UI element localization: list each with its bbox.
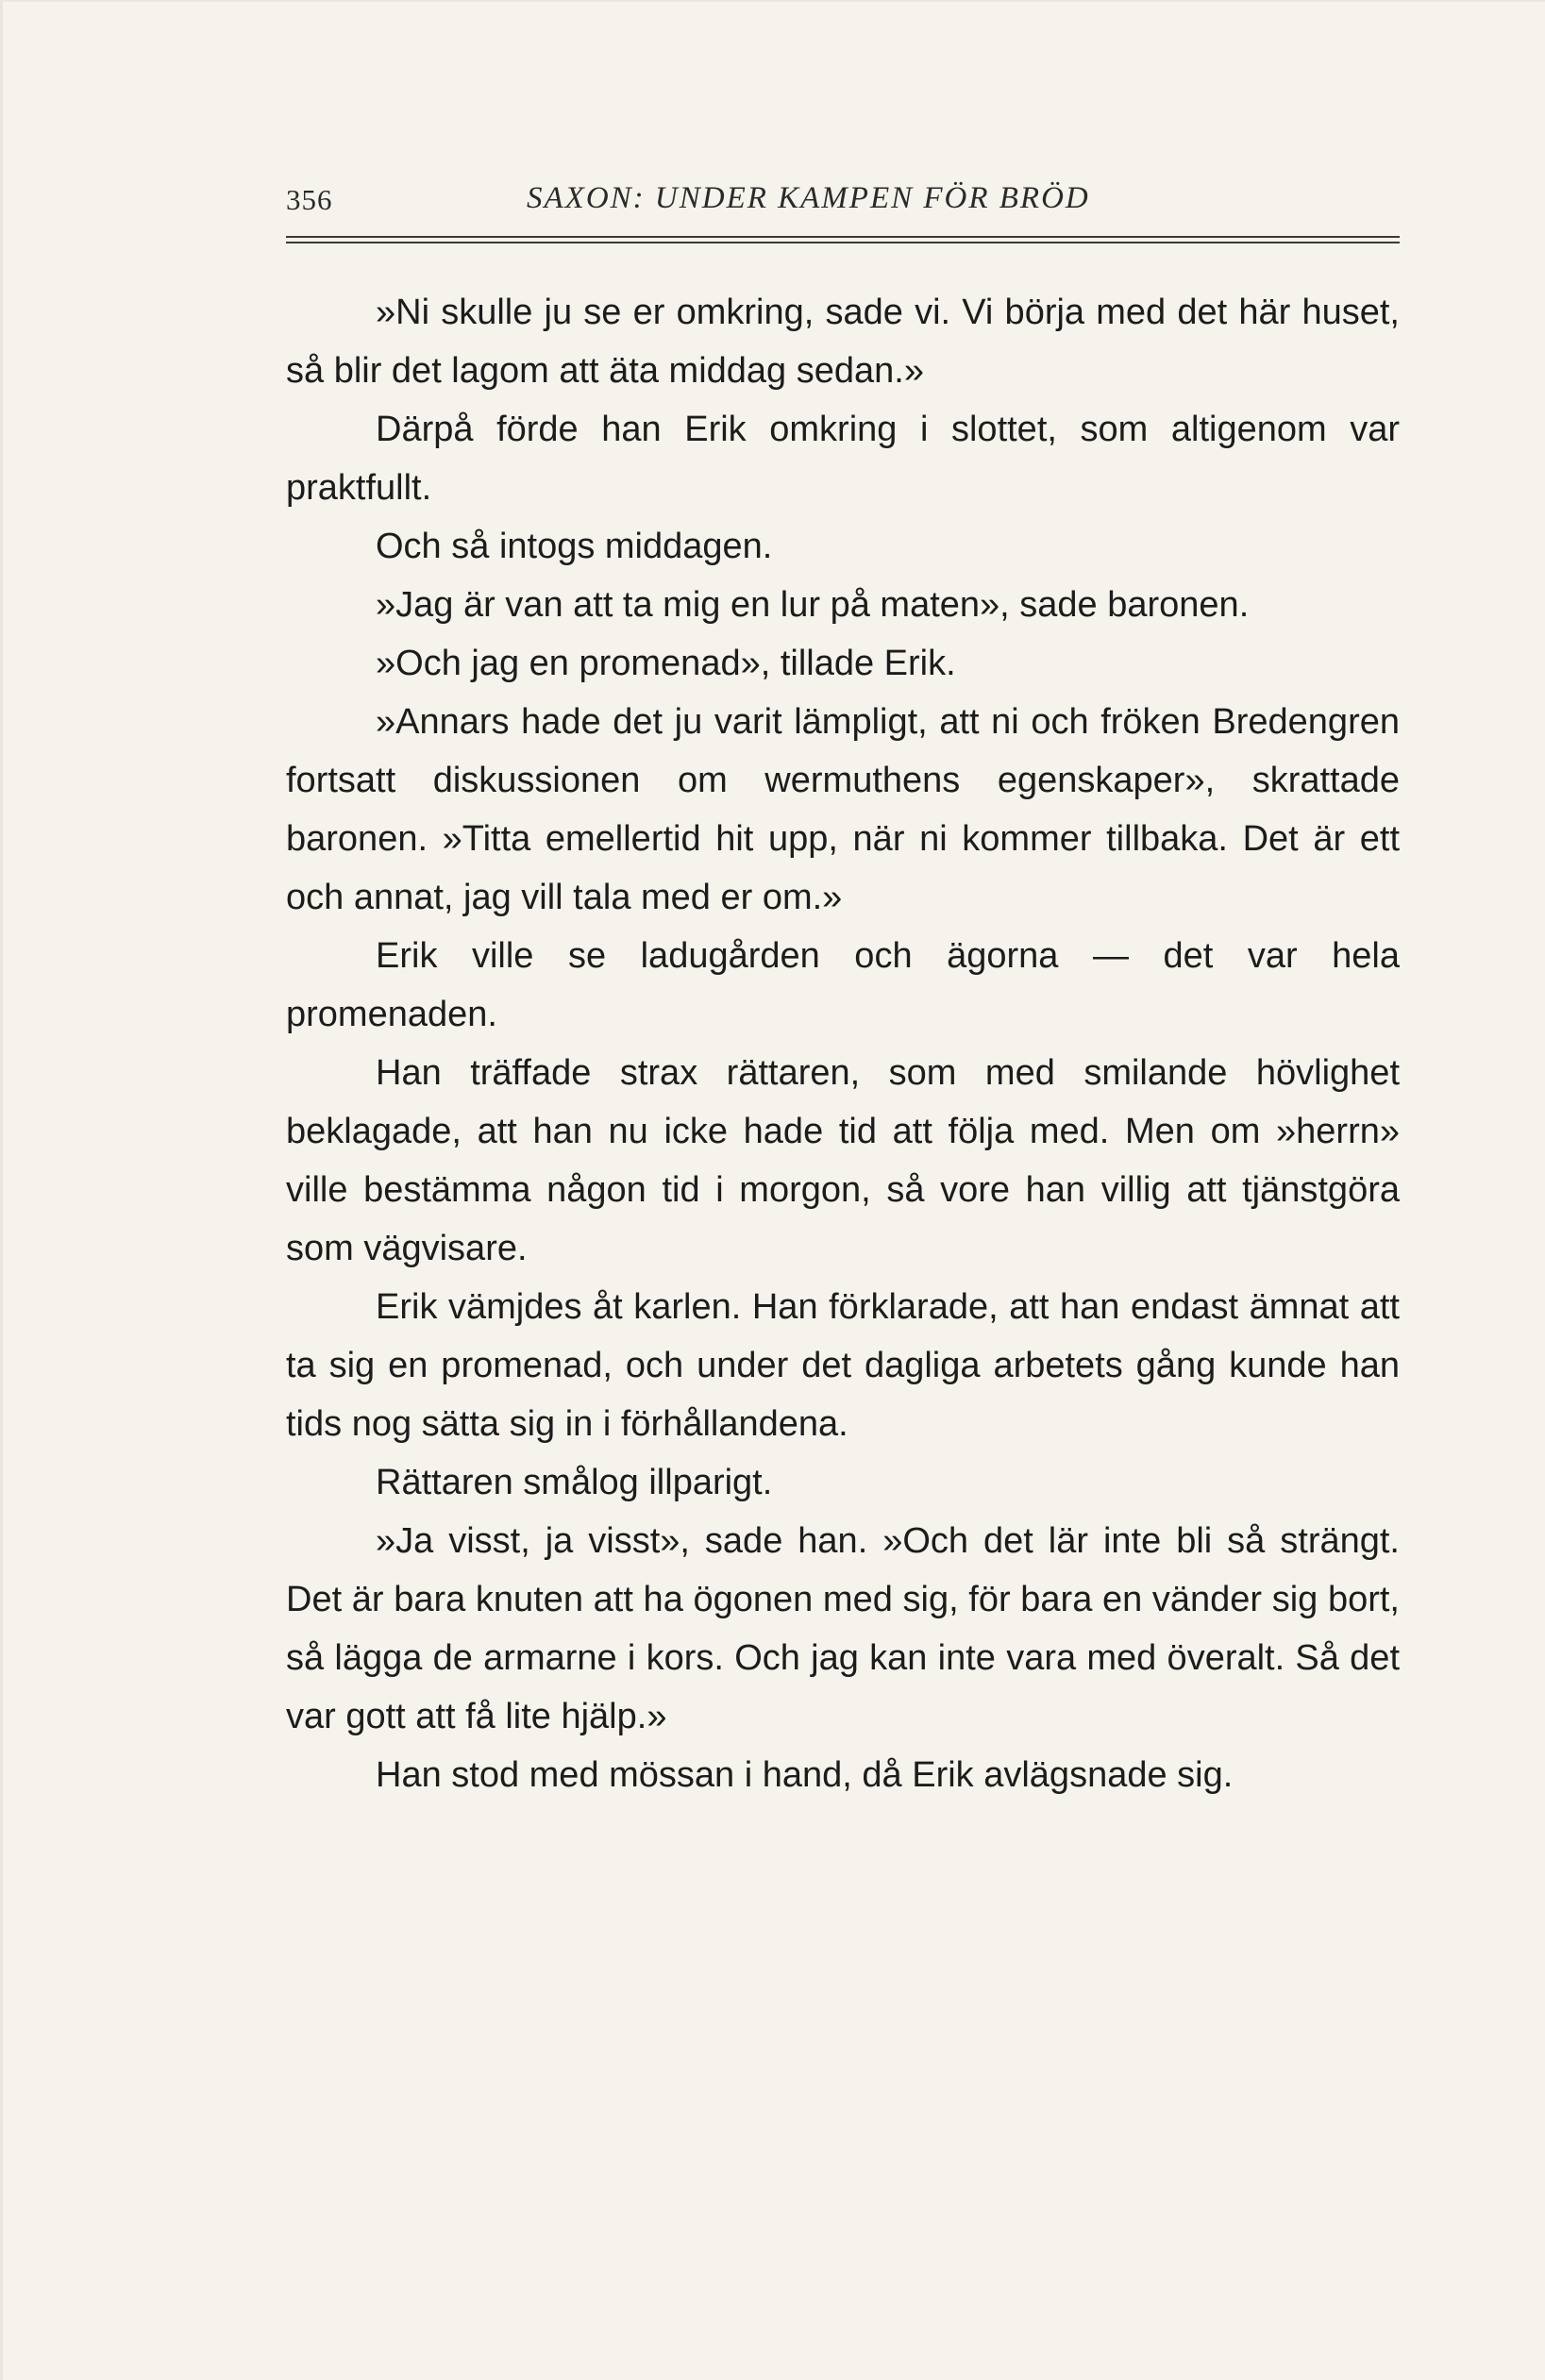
- paragraph: Han stod med mössan i hand, då Erik avlägsnade sig.: [376, 1755, 1234, 1795]
- paragraph: Rättaren smålog illparigt.: [376, 1463, 773, 1502]
- paragraph: »Och jag en promenad», tillade Erik.: [376, 644, 956, 683]
- paragraph: Därpå förde han Erik omkring i slottet, som altigenom var praktfullt.: [286, 410, 1400, 508]
- paragraph: Han träffade strax rättaren, som med smilande hövlighet beklagade, att han nu icke hade tid att följa med. Men om »herrn» ville bestämma någon tid i morgon, så vore han villig att tjänstgöra som vägvisare.: [286, 1053, 1400, 1268]
- paragraph: Erik ville se ladugården och ägorna — det var hela promenaden.: [286, 936, 1400, 1034]
- paragraph: »Ni skulle ju se er omkring, sade vi. Vi börja med det här huset, så blir det lagom att äta middag sedan.»: [286, 293, 1400, 391]
- body-text: [286, 283, 1400, 1804]
- paragraph: »Annars hade det ju varit lämpligt, att ni och fröken Bredengren fortsatt diskussionen om wermuthens egenskaper», skrattade baronen. »Titta emellertid hit upp, när ni kommer tillbaka. Det är ett och annat, jag vill tala med er om.»: [286, 702, 1400, 917]
- paragraph: »Jag är van att ta mig en lur på maten», sade baronen.: [376, 585, 1250, 625]
- page-number: 356: [286, 183, 333, 216]
- running-title: SAXON: UNDER KAMPEN FÖR BRÖD: [527, 181, 1090, 215]
- page-header: [286, 172, 1400, 228]
- header-rule-bottom: [286, 242, 1400, 243]
- paragraph: Erik vämjdes åt karlen. Han förklarade, att han endast ämnat att ta sig en promenad, och under det dagliga arbetets gång kunde han tids nog sätta sig in i förhållandena.: [286, 1287, 1400, 1444]
- paragraph: »Ja visst, ja visst», sade han. »Och det lär inte bli så strängt. Det är bara knuten att ha ögonen med sig, för bara en vänder sig bort, så lägga de armarne i kors. Och jag kan inte vara med överalt. Så det var gott att få lite hjälp.»: [286, 1521, 1400, 1736]
- paragraph: Och så intogs middagen.: [376, 527, 773, 566]
- header-rule-top: [286, 236, 1400, 238]
